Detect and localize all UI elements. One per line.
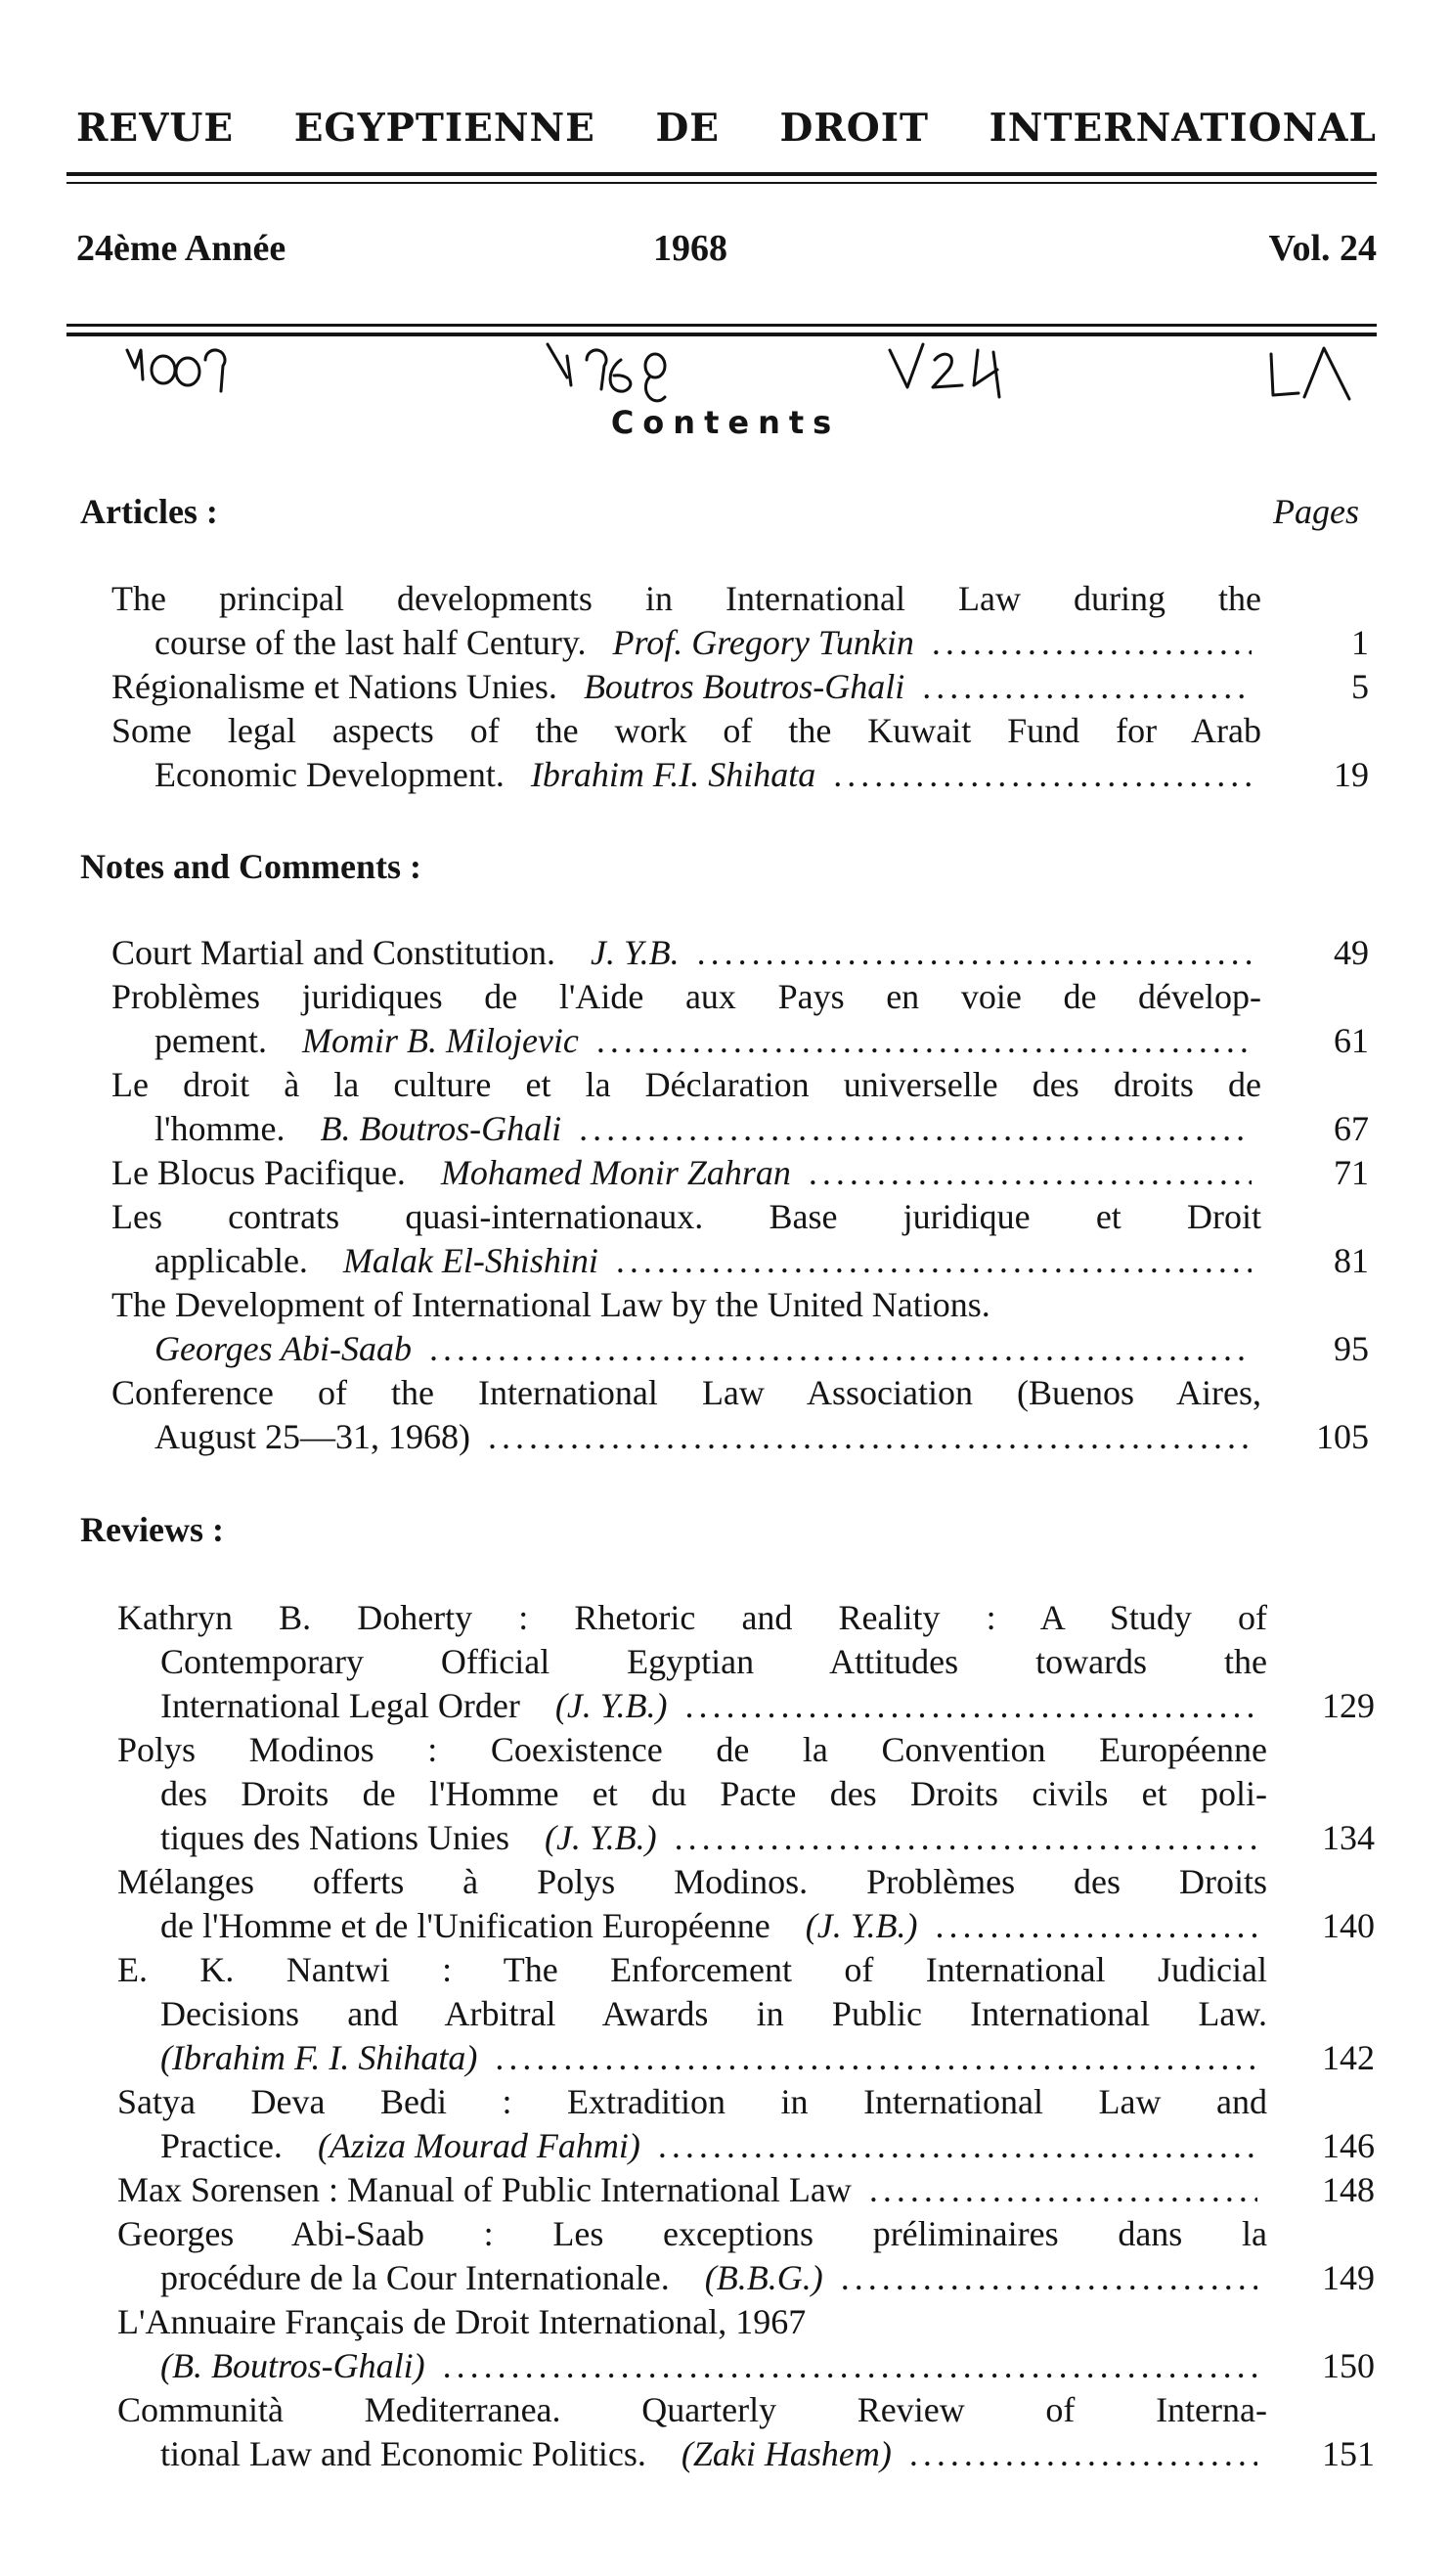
- leader-dots: [616, 1239, 1252, 1283]
- entry-page: 105: [1316, 1417, 1369, 1456]
- section-heading-reviews: Reviews :: [80, 1510, 224, 1549]
- toc-entry: [111, 1151, 1369, 1195]
- entry-author: Boutros Boutros-Ghali: [583, 667, 905, 706]
- entry-page: 140: [1322, 1906, 1375, 1945]
- entry-author: Ibrahim F.I. Shihata: [530, 755, 816, 794]
- journal-title-word: REVUE: [76, 106, 235, 151]
- journal-title-word: DROIT: [779, 106, 930, 151]
- handwriting-mark: [548, 344, 571, 385]
- entry-title: Le Blocus Pacifique.: [111, 1153, 406, 1192]
- entry-page: 134: [1322, 1818, 1375, 1857]
- entry-author: (Ibrahim F. I. Shihata): [160, 2038, 478, 2077]
- entry-page: 146: [1322, 2126, 1375, 2165]
- entry-title: Polys Modinos : Coexistence de la Convention Européenne: [117, 1730, 1267, 1769]
- leader-dots: [658, 2124, 1257, 2168]
- leader-dots: [841, 2256, 1257, 2300]
- toc-entry: [111, 1371, 1369, 1459]
- leader-dots: [429, 1327, 1252, 1371]
- header-rule-top-1: [66, 172, 1377, 176]
- leader-dots: [488, 1415, 1252, 1459]
- entry-title: Georges Abi-Saab : Les exceptions préliminaires dans la: [117, 2214, 1267, 2253]
- entry-author: Momir B. Milojevic: [301, 1021, 579, 1060]
- toc-entry: [111, 1283, 1369, 1371]
- handwriting-mark: [645, 354, 665, 401]
- entry-title: Communità Mediterranea. Quarterly Review of Interna-: [117, 2390, 1267, 2429]
- handwriting-mark: [205, 350, 225, 391]
- entry-title: Problèmes juridiques de l'Aide aux Pays en voie de dévelop-: [111, 977, 1261, 1016]
- entry-page: 19: [1334, 755, 1369, 794]
- leader-dots: [675, 1816, 1257, 1860]
- entry-page: 71: [1334, 1153, 1369, 1192]
- leader-dots: [922, 665, 1252, 709]
- leader-dots: [809, 1151, 1252, 1195]
- publication-year: 1968: [653, 228, 727, 269]
- entry-author: J. Y.B.: [590, 933, 680, 972]
- entry-page: 95: [1334, 1329, 1369, 1368]
- handwriting-mark: [127, 350, 143, 379]
- journal-title-word: DE: [655, 106, 720, 151]
- entry-title: Practice.: [160, 2126, 283, 2165]
- leader-dots: [935, 1904, 1257, 1948]
- entry-page: 149: [1322, 2258, 1375, 2297]
- entry-page: 5: [1351, 667, 1369, 706]
- section-heading-articles: Articles :: [80, 492, 218, 531]
- articles-list: [111, 577, 1369, 797]
- contents-title: Contents: [610, 404, 841, 441]
- toc-entry: [117, 1728, 1375, 1860]
- entry-title: course of the last half Century.: [154, 623, 587, 662]
- year-label: 24ème Année: [76, 228, 286, 269]
- entry-page: 142: [1322, 2038, 1375, 2077]
- leader-dots: [697, 931, 1252, 975]
- entry-title: Max Sorensen : Manual of Public International Law: [117, 2170, 852, 2209]
- toc-entry: [117, 2080, 1375, 2168]
- entry-author: (J. Y.B.): [554, 1686, 668, 1725]
- toc-entry: [111, 1063, 1369, 1151]
- notes-list: [111, 931, 1369, 1459]
- entry-title: Contemporary Official Egyptian Attitudes towards the: [160, 1642, 1267, 1681]
- header-rule-bottom-1: [66, 324, 1377, 327]
- entry-title: de l'Homme et de l'Unification Européenne: [160, 1906, 770, 1945]
- pages-column-label: Pages: [1273, 492, 1359, 531]
- entry-page: 67: [1334, 1109, 1369, 1148]
- entry-title: International Legal Order: [160, 1686, 520, 1725]
- entry-title: pement.: [154, 1021, 267, 1060]
- handwriting-mark: [974, 350, 999, 397]
- entry-page: 49: [1334, 933, 1369, 972]
- toc-entry: [117, 1596, 1375, 1728]
- journal-title-word: EGYPTIENNE: [293, 106, 595, 151]
- entry-author: Mohamed Monir Zahran: [440, 1153, 791, 1192]
- leader-dots: [833, 753, 1252, 797]
- entry-page: 61: [1334, 1021, 1369, 1060]
- entry-page: 148: [1322, 2170, 1375, 2209]
- leader-dots: [443, 2344, 1257, 2388]
- header-rule-top-2: [66, 182, 1377, 184]
- entry-title: The Development of International Law by the United Nations.: [111, 1285, 990, 1324]
- toc-entry: [111, 577, 1369, 665]
- handwriting-mark: [587, 350, 606, 389]
- entry-author: (Aziza Mourad Fahmi): [317, 2126, 640, 2165]
- toc-entry: [111, 665, 1369, 709]
- handwriting-mark: [152, 356, 175, 383]
- entry-page: 1: [1351, 623, 1369, 662]
- leader-dots: [909, 2432, 1257, 2476]
- entry-title: Le droit à la culture et la Déclaration universelle des droits de: [111, 1065, 1261, 1104]
- entry-page: 81: [1334, 1241, 1369, 1280]
- entry-title: The principal developments in International Law during the: [111, 579, 1261, 618]
- toc-entry: [111, 709, 1369, 797]
- entry-author: (B. Boutros-Ghali): [160, 2346, 425, 2385]
- entry-title: Les contrats quasi-internationaux. Base juridique et Droit: [111, 1197, 1261, 1236]
- entry-page: 150: [1322, 2346, 1375, 2385]
- entry-author: (J. Y.B.): [805, 1906, 918, 1945]
- entry-title: L'Annuaire Français de Droit International, 1967: [117, 2302, 807, 2341]
- entry-author: (Zaki Hashem): [681, 2434, 892, 2473]
- section-heading-notes: Notes and Comments :: [80, 847, 421, 886]
- entry-title: E. K. Nantwi : The Enforcement of International Judicial: [117, 1950, 1267, 1989]
- entry-title: procédure de la Cour Internationale.: [160, 2258, 670, 2297]
- entry-title: tional Law and Economic Politics.: [160, 2434, 646, 2473]
- toc-entry: [117, 1948, 1375, 2080]
- entry-author: Malak El-Shishini: [342, 1241, 598, 1280]
- entry-title: tiques des Nations Unies: [160, 1818, 509, 1857]
- leader-dots: [685, 1684, 1258, 1728]
- entry-title: Economic Development.: [154, 755, 505, 794]
- leader-dots: [579, 1107, 1252, 1151]
- leader-dots: [869, 2168, 1257, 2212]
- handwriting-mark: [610, 360, 631, 391]
- toc-entry: [117, 2300, 1375, 2388]
- entry-title: Decisions and Arbitral Awards in Public International Law.: [160, 1994, 1267, 2033]
- journal-title: [76, 106, 1377, 151]
- handwriting-mark: [1304, 348, 1349, 399]
- handwriting-mark: [176, 358, 199, 385]
- entry-author: Prof. Gregory Tunkin: [612, 623, 914, 662]
- toc-entry: [117, 1860, 1375, 1948]
- toc-entry: [117, 2212, 1375, 2300]
- journal-title-word: INTERNATIONAL: [989, 106, 1377, 151]
- leader-dots: [932, 621, 1252, 665]
- entry-page: 129: [1322, 1686, 1375, 1725]
- entry-title: Some legal aspects of the work of the Kuwait Fund for Arab: [111, 711, 1261, 750]
- handwriting-mark: [1271, 354, 1298, 395]
- entry-title: Satya Deva Bedi : Extradition in International Law and: [117, 2082, 1267, 2121]
- leader-dots: [596, 1019, 1252, 1063]
- toc-entry: [111, 975, 1369, 1063]
- entry-title: des Droits de l'Homme et du Pacte des Droits civils et poli-: [160, 1774, 1267, 1813]
- entry-title: Conference of the International Law Association (Buenos Aires,: [111, 1373, 1261, 1412]
- handwriting-mark: [890, 344, 923, 387]
- entry-author: (B.B.G.): [704, 2258, 823, 2297]
- reviews-list: [117, 1596, 1375, 2476]
- entry-title: l'homme.: [154, 1109, 286, 1148]
- toc-entry: [117, 2388, 1375, 2476]
- entry-title: Mélanges offerts à Polys Modinos. Problèmes des Droits: [117, 1862, 1267, 1901]
- entry-title: August 25—31, 1968): [154, 1417, 470, 1456]
- toc-entry: [111, 1195, 1369, 1283]
- volume-number: Vol. 24: [1268, 228, 1377, 269]
- entry-author: B. Boutros-Ghali: [320, 1109, 562, 1148]
- entry-author: (J. Y.B.): [544, 1818, 657, 1857]
- entry-title: applicable.: [154, 1241, 308, 1280]
- toc-entry: [111, 931, 1369, 975]
- entry-title: Court Martial and Constitution.: [111, 933, 555, 972]
- toc-entry: [117, 2168, 1375, 2212]
- handwriting-mark: [933, 354, 962, 387]
- entry-page: 151: [1322, 2434, 1375, 2473]
- entry-title: Régionalisme et Nations Unies.: [111, 667, 557, 706]
- entry-title: Kathryn B. Doherty : Rhetoric and Reality : A Study of: [117, 1598, 1267, 1637]
- entry-author: Georges Abi-Saab: [154, 1329, 412, 1368]
- leader-dots: [495, 2036, 1257, 2080]
